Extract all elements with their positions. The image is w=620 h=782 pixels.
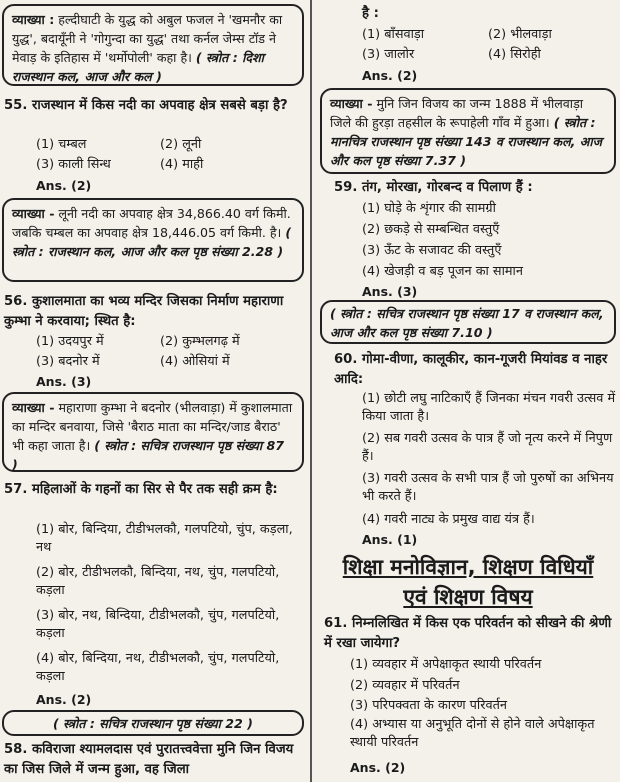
question-text: कविराजा श्यामलदास एवं पुरातत्त्ववेत्ता मुनि जिन विजय का जिस जिले में जन्म हुआ, वह जिला xyxy=(4,742,294,777)
source-citation: ( स्त्रोत : राजस्थान कल, आज और कल पृष्ठ संख्या 2.28 ) xyxy=(12,225,292,259)
question-text: राजस्थान में किस नदी का अपवाह क्षेत्र सबसे बड़ा है? xyxy=(31,98,288,113)
question-text: तंग, मोरखा, गोरबन्द व पिलाण हैं : xyxy=(361,180,533,195)
section-heading-line-2: एवं शिक्षण विषय xyxy=(403,585,533,609)
option: (4) खेजड़ी व बड़ पूजन का सामान xyxy=(362,264,523,279)
option: (1) छोटी लघु नाटिकाएँ हैं जिनका मंचन गवरी उत्सव में किया जाता है। xyxy=(362,391,616,424)
source-box-59 xyxy=(320,300,616,344)
explanation-label: व्याख्या : xyxy=(12,12,55,27)
option: (4) ओसियां में xyxy=(160,354,230,369)
question-text: महिलाओं के गहनों का सिर से पैर तक सही क्रम है: xyxy=(31,482,278,497)
question-58 xyxy=(4,740,302,780)
question-text: कुशालमाता का भव्य मन्दिर जिसका निर्माण महाराणा कुम्भा ने करवाया; स्थित है: xyxy=(4,294,284,329)
question-57 xyxy=(4,480,302,500)
question-number: 56. xyxy=(4,294,28,309)
option: (4) माही xyxy=(160,157,204,172)
question-58-continued: है : xyxy=(362,6,379,21)
option: (4) अभ्यास या अनुभूति दोनों से होने वाले अपेक्षाकृत स्थायी परिवर्तन xyxy=(350,717,595,750)
explanation-label: व्याख्या - xyxy=(12,400,55,415)
option: (1) उदयपुर में xyxy=(36,334,104,349)
question-56 xyxy=(4,292,302,332)
explanation-box-54 xyxy=(2,4,304,86)
option: (3) काली सिन्ध xyxy=(36,157,111,172)
question-59 xyxy=(334,178,616,198)
option: (4) सिरोही xyxy=(488,47,541,62)
answer: Ans. (3) xyxy=(36,374,92,389)
option: (1) बाँसवाड़ा xyxy=(362,27,425,42)
option: (2) सब गवरी उत्सव के पात्र हैं जो नृत्य करने में निपुण हैं। xyxy=(362,431,613,464)
option: (4) गवरी नाट्य के प्रमुख वाद्य यंत्र हैं। xyxy=(362,512,535,527)
question-number: 60. xyxy=(334,352,358,367)
option: (2) कुम्भलगढ़ में xyxy=(160,334,240,349)
option: (3) गवरी उत्सव के सभी पात्र हैं जो पुरुषों का अभिनय भी करते हैं। xyxy=(362,471,614,504)
answer: Ans. (2) xyxy=(350,760,406,775)
option: (2) व्यवहार में परिवर्तन xyxy=(350,678,460,693)
explanation-text: मुनि जिन विजय का जन्म 1888 में भीलवाड़ा जिले की हुरड़ा तहसील के रूपाहेली गाँव में हुआ। xyxy=(330,96,584,130)
question-text: निम्नलिखित में किस एक परिवर्तन को सीखने की श्रेणी में रखा जायेगा? xyxy=(324,616,612,651)
option: (3) बोर, नथ, बिन्दिया, टीडीभलकौ, चुंप, गलपटियो, कड़ला xyxy=(36,608,280,641)
answer: Ans. (2) xyxy=(36,692,92,707)
option: (2) भीलवाड़ा xyxy=(488,27,552,42)
option: (1) बोर, बिन्दिया, टीडीभलकौ, गलपटियो, चुंप, कड़ला, नथ xyxy=(36,522,293,555)
question-60 xyxy=(334,350,616,390)
explanation-box-58 xyxy=(320,88,616,174)
answer: Ans. (2) xyxy=(362,68,418,83)
source-citation: ( स्त्रोत : सचित्र राजस्थान पृष्ठ संख्या 87 ) xyxy=(12,438,285,472)
question-number: 55. xyxy=(4,98,28,113)
answer: Ans. (2) xyxy=(36,178,92,193)
answer: Ans. (1) xyxy=(362,532,418,547)
source-citation: ( स्त्रोत : सचित्र राजस्थान पृष्ठ संख्या 17 व राजस्थान कल, आज और कल पृष्ठ संख्या 7.10 ) xyxy=(330,306,604,340)
explanation-box-55 xyxy=(2,198,304,282)
option: (3) जालोर xyxy=(362,47,415,62)
question-number: 59. xyxy=(334,180,358,195)
option: (1) चम्बल xyxy=(36,137,87,152)
option: (1) व्यवहार में अपेक्षाकृत स्थायी परिवर्तन xyxy=(350,657,542,672)
option: (2) बोर, टीडीभलकौ, बिन्दिया, नथ, चुंप, गलपटियो, कड़ला xyxy=(36,565,280,598)
column-divider xyxy=(310,0,312,782)
source-citation: ( स्त्रोत : सचित्र राजस्थान पृष्ठ संख्या 22 ) xyxy=(53,716,253,731)
option: (1) घोड़े के शृंगार की सामग्री xyxy=(362,201,496,216)
explanation-text: लूनी नदी का अपवाह क्षेत्र 34,866.40 वर्ग किमी. जबकि चम्बल का अपवाह क्षेत्र 18,446.05 वर्ग किमी. है। xyxy=(12,206,291,240)
source-citation: ( स्त्रोत : दिशा राजस्थान कल, आज और कल ) xyxy=(12,50,264,84)
question-text: गोमा-वीणा, कालूकीर, कान-गूजरी मियांवड व नाहर आदि: xyxy=(334,352,608,387)
option: (3) परिपक्वता के कारण परिवर्तन xyxy=(350,698,507,713)
option: (2) छकड़े से सम्बन्धित वस्तुएँ xyxy=(362,222,500,237)
question-55 xyxy=(4,96,302,116)
section-heading xyxy=(318,552,618,612)
question-number: 58. xyxy=(4,742,28,757)
question-number: 57. xyxy=(4,482,28,497)
option: (2) लूनी xyxy=(160,137,202,152)
option: (3) बदनोर में xyxy=(36,354,100,369)
answer: Ans. (3) xyxy=(362,284,418,299)
source-box-57 xyxy=(2,710,304,736)
explanation-text: हल्दीघाटी के युद्ध को अबुल फजल ने 'खमनौर का युद्ध', बदायूँनी ने 'गोगुन्दा का युद्ध' तथा कर्नल जेम्स टॉड ने मेवाड़ के इतिहास में 'थर्मोपोली' कहा है। xyxy=(12,12,283,65)
explanation-label: व्याख्या - xyxy=(330,96,373,111)
option: (3) ऊँट के सजावट की वस्तुएँ xyxy=(362,243,502,258)
explanation-label: व्याख्या - xyxy=(12,206,55,221)
section-heading-line-1: शिक्षा मनोविज्ञान, शिक्षण विधियाँ xyxy=(342,555,594,579)
question-number: 61. xyxy=(324,616,348,631)
question-61 xyxy=(324,614,616,654)
explanation-box-56 xyxy=(2,392,304,472)
option: (4) बोर, बिन्दिया, नथ, टीडीभलकौ, चुंप, गलपटियो, कड़ला xyxy=(36,651,280,684)
explanation-text: महाराणा कुम्भा ने बदनोर (भीलवाड़ा) में कुशालमाता का मन्दिर बनवाया, जिसे 'बैराठ माता का मन्दिर/जाड बैराठ' भी कहा जाता है। xyxy=(12,400,293,453)
source-citation: ( स्त्रोत : मानचित्र राजस्थान पृष्ठ संख्या 143 व राजस्थान कल, आज और कल पृष्ठ संख्या 7.37 ) xyxy=(330,115,602,168)
